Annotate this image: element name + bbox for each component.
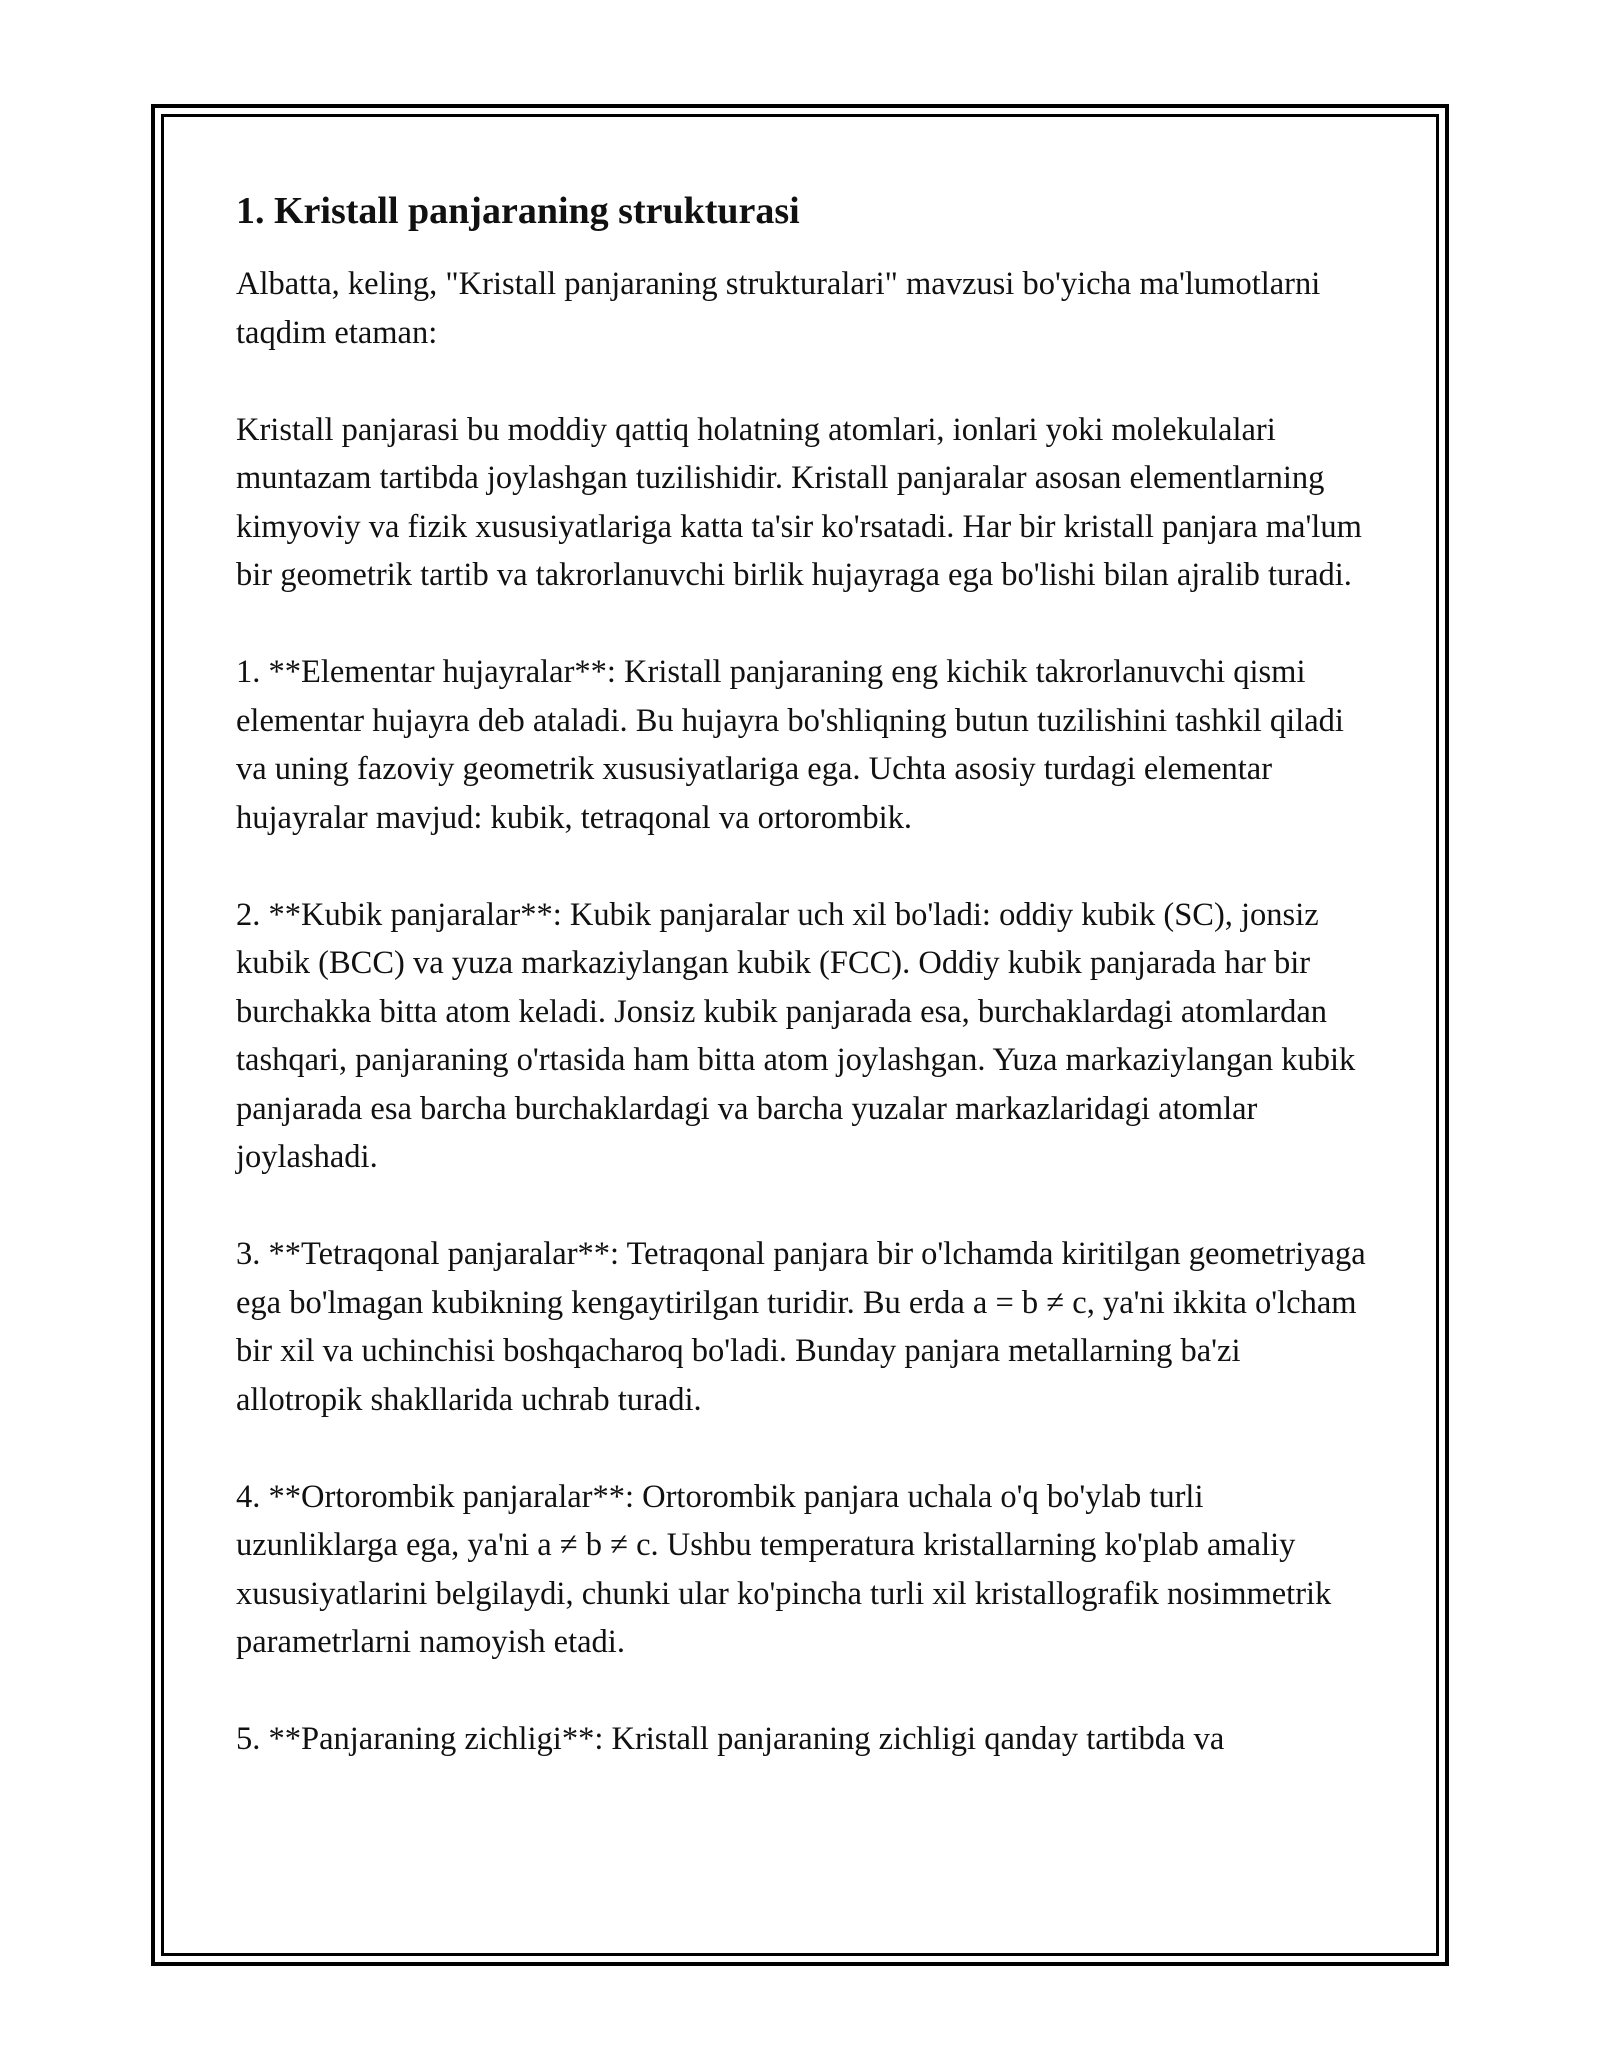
paragraph-cubic-lattices: 2. **Kubik panjaralar**: Kubik panjaralar uch xil bo'ladi: oddiy kubik (SC), jonsiz kubik (BCC) va yuza markaziylangan kubik (FCC). Oddiy kubik panjarada har bir burchakka bitta atom keladi. Jonsiz kubik panjarada esa, burchaklardagi atomlardan tashqari, panjaraning o'rtasida ham bitta atom joylashgan. Yuza markaziylangan kubik panjarada esa barcha burchaklardagi va barcha yuzalar markazlaridagi atomlar joylashadi. xyxy=(236,896,1356,1175)
paragraph-intro: Albatta, keling, "Kristall panjaraning strukturalari" mavzusi bo'yicha ma'lumotlarni taqdim etaman: xyxy=(236,266,1321,351)
paragraph-orthorhombic-lattices: 4. **Ortorombik panjaralar**: Ortorombik panjara uchala o'q bo'ylab turli uzunliklarga ega, ya'ni a ≠ b ≠ c. Ushbu temperatura kristallarning ko'plab amaliy xususiyatlarini belgilaydi, chunki ular ko'pincha turli xil kristallografik nosimmetrik parametrlarni namoyish etadi. xyxy=(236,1478,1332,1660)
paragraph-definition: Kristall panjarasi bu moddiy qattiq holatning atomlari, ionlari yoki molekulalari muntazam tartibda joylashgan tuzilishidir. Kristall panjaralar asosan elementlarning kimyoviy va fizik xususiyatlariga katta ta'sir ko'rsatadi. Har bir kristall panjara ma'lum bir geometrik tartib va takrorlanuvchi birlik hujayraga ega bo'lishi bilan ajralib turadi. xyxy=(236,411,1362,593)
paragraph-tetragonal-lattices: 3. **Tetraqonal panjaralar**: Tetraqonal panjara bir o'lchamda kiritilgan geometriyaga ega bo'lmagan kubikning kengaytirilgan turidir. Bu erda a = b ≠ c, ya'ni ikkita o'lcham bir xil va uchinchisi boshqacharoq bo'ladi. Bunday panjara metallarning ba'zi allotropik shakllarida uchrab turadi. xyxy=(236,1236,1366,1418)
paragraph-elementary-cells: 1. **Elementar hujayralar**: Kristall panjaraning eng kichik takrorlanuvchi qismi elementar hujayra deb ataladi. Bu hujayra bo'shliqning butun tuzilishini tashkil qiladi va uning fazoviy geometrik xususiyatlariga ega. Uchta asosiy turdagi elementar hujayralar mavjud: kubik, tetraqonal va ortorombik. xyxy=(236,654,1344,836)
page-title: 1. Kristall panjaraning strukturasi xyxy=(236,190,800,232)
paragraph-lattice-density: 5. **Panjaraning zichligi**: Kristall panjaraning zichligi qanday tartibda va xyxy=(236,1721,1225,1757)
document-body xyxy=(236,188,1366,1764)
